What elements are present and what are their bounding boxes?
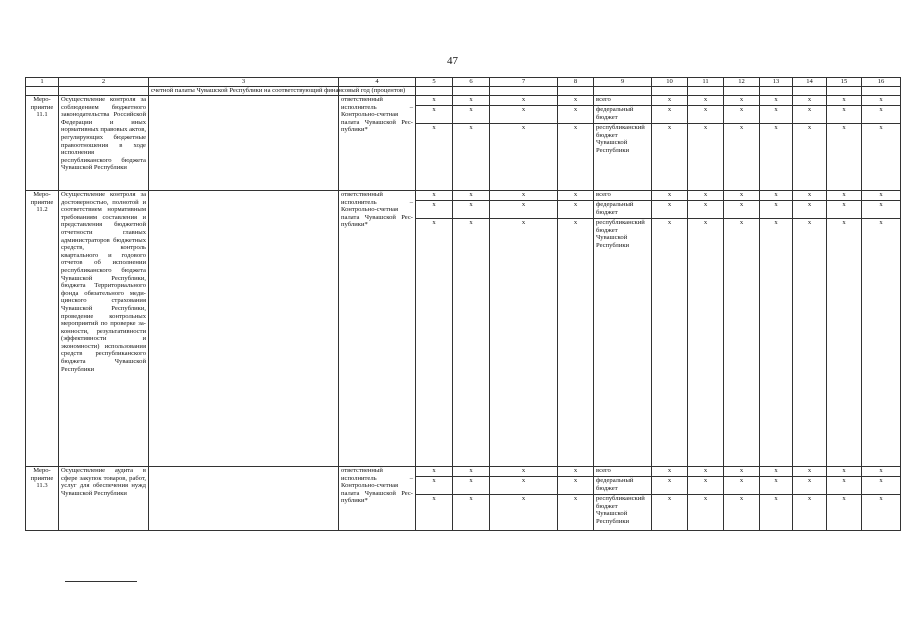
cell-x: x — [827, 191, 862, 201]
measure-executor: ответственный исполнитель – Контрольно-счетная палата Чувашской Республики* — [339, 467, 416, 531]
cell-x: x — [558, 191, 594, 201]
cell-x: x — [862, 219, 901, 467]
cell-x: x — [453, 191, 490, 201]
cell-x: x — [490, 191, 558, 201]
cell-x: x — [416, 106, 453, 124]
cell-x: x — [490, 124, 558, 191]
cell-x: x — [827, 467, 862, 477]
funding-source: федеральный бюджет — [594, 477, 652, 495]
cell-x: x — [724, 106, 760, 124]
cell-x: x — [688, 106, 724, 124]
cell-x: x — [827, 495, 862, 531]
continuation-text: счетной палаты Чувашской Республики на соответствующий финансовый год (процентов) — [149, 87, 339, 96]
cell-x: x — [490, 106, 558, 124]
measure-column-3 — [149, 191, 339, 467]
cell-x: x — [453, 201, 490, 219]
cell-x: x — [453, 106, 490, 124]
cell-x: x — [688, 191, 724, 201]
cell-x: x — [862, 191, 901, 201]
cell-x: x — [793, 201, 827, 219]
cell-x: x — [793, 96, 827, 106]
cell-x: x — [862, 467, 901, 477]
column-number-16: 16 — [862, 78, 901, 87]
funding-source: федеральный бюджет — [594, 106, 652, 124]
cell-x: x — [453, 495, 490, 531]
cell-x: x — [652, 191, 688, 201]
funding-source: республиканский бюджет Чувашской Республики — [594, 124, 652, 191]
column-numbers-row — [26, 78, 901, 87]
cell-x: x — [793, 477, 827, 495]
measure-id: Мероприятие 11.1 — [26, 96, 59, 191]
cell-x: x — [652, 495, 688, 531]
cell-x: x — [652, 124, 688, 191]
cell-x: x — [793, 191, 827, 201]
cell-x: x — [416, 219, 453, 467]
cell-x: x — [760, 96, 793, 106]
cell-x: x — [760, 477, 793, 495]
continuation-row — [26, 87, 901, 96]
cell-x: x — [416, 495, 453, 531]
cell-x: x — [724, 467, 760, 477]
column-number-12: 12 — [724, 78, 760, 87]
cell-x: x — [862, 106, 901, 124]
cell-x: x — [652, 96, 688, 106]
funding-source: республиканский бюджет Чувашской Республики — [594, 495, 652, 531]
measure-column-3 — [149, 467, 339, 531]
cell-x: x — [862, 96, 901, 106]
cell-x: x — [490, 219, 558, 467]
cell-x: x — [453, 96, 490, 106]
footnote-separator — [65, 581, 137, 582]
cell-x: x — [793, 106, 827, 124]
cell-x: x — [688, 219, 724, 467]
cell-x: x — [416, 477, 453, 495]
column-number-13: 13 — [760, 78, 793, 87]
cell-x: x — [862, 201, 901, 219]
cell-x: x — [558, 96, 594, 106]
cell-x: x — [760, 124, 793, 191]
cell-x: x — [453, 477, 490, 495]
cell-x: x — [793, 495, 827, 531]
cell-x: x — [688, 477, 724, 495]
program-table — [25, 77, 901, 531]
cell-x: x — [760, 106, 793, 124]
column-number-11: 11 — [688, 78, 724, 87]
measure-description: Осуществление контроля за достоверностью, полнотой и соответствием нормативным требованиям составления и представления бюджетной отчетности главных администраторов бюджетных средств, контроль квартального и годового отчетов об исполнении республиканского бюджета Чувашской Республики, бюджета Территориального фонда обязательного медицинского страхования Чувашской Республики, проведение контрольных мероприятий по проверке законности, результативности (эффективности и экономности) использования средств республиканского бюджета Чувашской Республики — [59, 191, 149, 467]
cell-x: x — [558, 477, 594, 495]
cell-x: x — [453, 124, 490, 191]
column-number-9: 9 — [594, 78, 652, 87]
cell-x: x — [490, 477, 558, 495]
cell-x: x — [558, 201, 594, 219]
table-row — [26, 191, 901, 201]
cell-x: x — [416, 191, 453, 201]
cell-x: x — [688, 124, 724, 191]
cell-x: x — [652, 201, 688, 219]
column-number-1: 1 — [26, 78, 59, 87]
cell-x: x — [724, 477, 760, 495]
cell-x: x — [760, 219, 793, 467]
cell-x: x — [490, 96, 558, 106]
column-number-10: 10 — [652, 78, 688, 87]
cell-x: x — [862, 477, 901, 495]
cell-x: x — [490, 467, 558, 477]
cell-x: x — [827, 96, 862, 106]
cell-x: x — [652, 467, 688, 477]
cell-x: x — [416, 124, 453, 191]
table-row — [26, 96, 901, 106]
page-number: 47 — [447, 55, 458, 67]
column-number-6: 6 — [453, 78, 490, 87]
cell-x: x — [416, 467, 453, 477]
column-number-5: 5 — [416, 78, 453, 87]
measure-column-3 — [149, 96, 339, 191]
cell-x: x — [724, 495, 760, 531]
cell-x: x — [827, 106, 862, 124]
cell-x: x — [453, 467, 490, 477]
cell-x: x — [760, 191, 793, 201]
measure-executor: ответственный исполнитель – Контрольно-счетная палата Чувашской Республики* — [339, 191, 416, 467]
cell-x: x — [558, 219, 594, 467]
cell-x: x — [760, 201, 793, 219]
cell-x: x — [862, 495, 901, 531]
column-number-2: 2 — [59, 78, 149, 87]
measure-id: Мероприятие 11.3 — [26, 467, 59, 531]
column-number-4: 4 — [339, 78, 416, 87]
funding-source: республиканский бюджет Чувашской Республики — [594, 219, 652, 467]
column-number-7: 7 — [490, 78, 558, 87]
cell-x: x — [724, 96, 760, 106]
cell-x: x — [827, 219, 862, 467]
cell-x: x — [793, 219, 827, 467]
cell-x: x — [490, 201, 558, 219]
cell-x: x — [688, 495, 724, 531]
cell-x: x — [760, 467, 793, 477]
cell-x: x — [490, 495, 558, 531]
cell-x: x — [724, 124, 760, 191]
column-number-15: 15 — [827, 78, 862, 87]
funding-source: всего — [594, 191, 652, 201]
cell-x: x — [652, 477, 688, 495]
cell-x: x — [416, 201, 453, 219]
cell-x: x — [688, 467, 724, 477]
cell-x: x — [652, 219, 688, 467]
cell-x: x — [793, 467, 827, 477]
measure-executor: ответственный исполнитель – Контрольно-счетная палата Чувашской Республики* — [339, 96, 416, 191]
cell-x: x — [558, 467, 594, 477]
cell-x: x — [793, 124, 827, 191]
cell-x: x — [827, 124, 862, 191]
cell-x: x — [453, 219, 490, 467]
cell-x: x — [688, 201, 724, 219]
cell-x: x — [862, 124, 901, 191]
cell-x: x — [724, 201, 760, 219]
funding-source: федеральный бюджет — [594, 201, 652, 219]
column-number-3: 3 — [149, 78, 339, 87]
measure-description: Осуществление аудита в сфере закупок товаров, работ, услуг для обеспечения нужд Чувашской Республики — [59, 467, 149, 531]
funding-source: всего — [594, 467, 652, 477]
measure-id: Мероприятие 11.2 — [26, 191, 59, 467]
cell-x: x — [558, 106, 594, 124]
cell-x: x — [827, 477, 862, 495]
cell-x: x — [558, 495, 594, 531]
cell-x: x — [827, 201, 862, 219]
table-row — [26, 467, 901, 477]
cell-x: x — [652, 106, 688, 124]
cell-x: x — [688, 96, 724, 106]
measure-description: Осуществление контроля за соблюдением бюджетного законодательства Российской Федерации и иных нормативных правовых актов, регулирующих бюджетные правоотношения в ходе исполнения республиканского бюджета Чувашской Республики — [59, 96, 149, 191]
cell-x: x — [558, 124, 594, 191]
cell-x: x — [760, 495, 793, 531]
cell-x: x — [724, 191, 760, 201]
cell-x: x — [724, 219, 760, 467]
column-number-14: 14 — [793, 78, 827, 87]
cell-x: x — [416, 96, 453, 106]
funding-source: всего — [594, 96, 652, 106]
column-number-8: 8 — [558, 78, 594, 87]
